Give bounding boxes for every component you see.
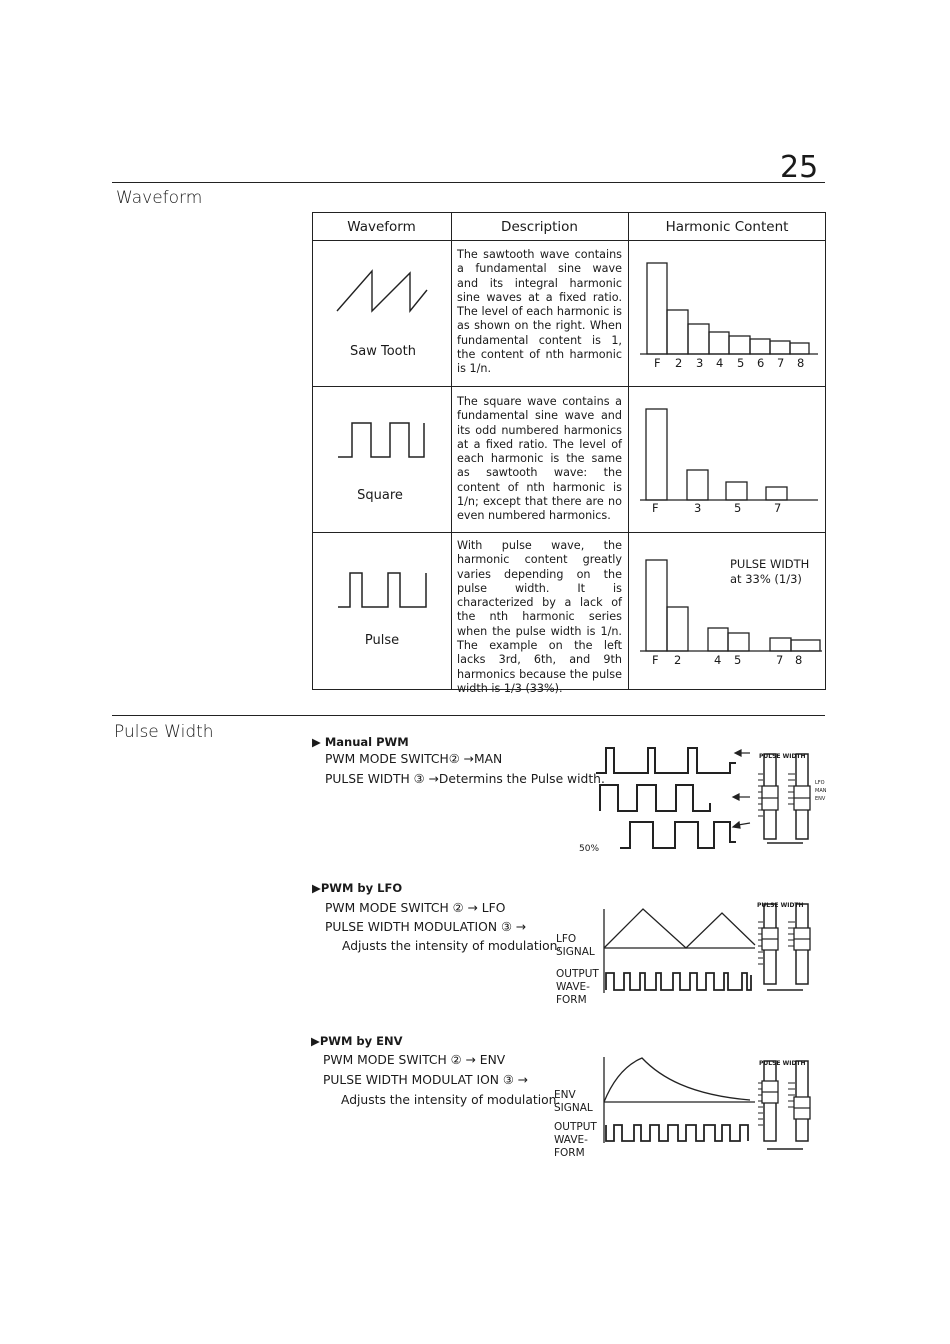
harmonic-label: 4 [716,356,724,370]
lfo-pwm-line2: PULSE WIDTH MODULATION ③ → [325,920,527,934]
lfo-output-label [556,968,599,1007]
table-divider [312,386,826,387]
table-divider [628,212,629,690]
pulse-width-note-line2: at 33% (1/3) [730,572,802,586]
top-rule [112,182,825,183]
env-signal-graph [600,1055,760,1145]
env-output-label [554,1121,597,1160]
harmonic-label: 2 [675,356,683,370]
switch-label-man: MAN [815,788,827,794]
lfo-signal-label [556,933,595,959]
env-output-label-line1: OUTPUT [554,1121,597,1133]
page-number: 25 [780,150,819,185]
pulse-width-note [730,557,809,587]
lfo-pwm-line1: PWM MODE SWITCH ② → LFO [325,901,506,915]
harmonic-label: 4 [714,653,722,667]
env-slider-panel[interactable] [755,1055,830,1155]
lfo-signal-label-line2: SIGNAL [556,946,595,958]
waveform-name-pulse: Pulse [364,633,400,648]
harmonic-label: 7 [776,653,784,667]
pulse-width-section-title: Pulse Width [114,722,214,742]
env-pwm-line2: PULSE WIDTH MODULAT ION ③ → [323,1073,529,1087]
harmonic-label: 3 [696,356,704,370]
waveform-name-sawtooth: Saw Tooth [350,344,416,359]
lfo-pwm-line3: Adjusts the intensity of modulation. [342,939,562,953]
lfo-output-label-line1: OUTPUT [556,968,599,980]
switch-label-lfo: LFO [815,780,825,786]
manual-pwm-line1: PWM MODE SWITCH② →MAN [325,752,503,766]
description-square: The square wave contains a fundamental sine wave and its odd numbered harmonics at a fixed ratio. The level of each harmonic is the same as sawtooth wave: the content of nth harmonic is 1/n; except that there are no even numbered harmonics. [457,395,622,523]
lfo-slider-panel-label: PULSE WIDTH [757,902,804,909]
section-rule [112,715,825,716]
slider-panel-label: PULSE WIDTH [759,753,806,760]
env-pwm-line3: Adjusts the intensity of modulation. [341,1093,561,1107]
square-harmonic-bars [640,402,820,502]
lfo-pwm-heading: ▶PWM by LFO [312,881,403,895]
harmonic-label: 7 [777,356,785,370]
harmonic-label: 7 [774,501,782,515]
harmonic-label: F [652,653,659,667]
harmonic-label: 5 [734,501,742,515]
switch-label-env: ENV [815,796,826,802]
harmonic-label: 2 [674,653,682,667]
pulse-width-note-line1: PULSE WIDTH [730,557,810,571]
waveform-section-title: Waveform [116,188,203,208]
lfo-output-label-line2: WAVE- [556,981,590,993]
manual-pwm-waveforms [590,745,770,855]
sawtooth-wave-icon [335,268,430,313]
env-signal-label-line1: ENV [554,1089,576,1101]
waveform-name-square: Square [357,488,403,503]
harmonic-label: 8 [797,356,805,370]
lfo-output-label-line3: FORM [556,994,587,1006]
header-waveform: Waveform [347,219,416,235]
table-divider [451,212,452,690]
lfo-signal-graph [600,905,760,995]
label-50-percent: 50% [579,844,600,854]
header-harmonic-content: Harmonic Content [665,219,789,235]
harmonic-label: F [654,356,661,370]
description-pulse: With pulse wave, the harmonic content greatly varies depending on the pulse width. It is characterized by a lack of the nth harmonic series when the pulse width is 1/n. The example on the left lacks 3rd, 6th, and 9th harmonics because the pulse width is 1/3 (33%). [457,539,622,695]
switch-labels [815,779,826,803]
harmonic-label: 3 [694,501,702,515]
harmonic-label: 8 [795,653,803,667]
env-slider-panel-label: PULSE WIDTH [759,1060,806,1067]
lfo-signal-label-line1: LFO [556,933,577,945]
env-signal-label [554,1089,593,1115]
env-pwm-line1: PWM MODE SWITCH ② → ENV [323,1053,506,1067]
manual-pwm-line2: PULSE WIDTH ③ →Determins the Pulse width. [325,772,605,786]
pulse-wave-icon [338,570,430,610]
sawtooth-harmonic-bars [640,255,820,355]
harmonic-label: 5 [734,653,742,667]
manual-pwm-heading: ▶ Manual PWM [312,735,409,749]
env-output-label-line2: WAVE- [554,1134,588,1146]
table-divider [312,532,826,533]
header-description: Description [501,219,578,235]
env-output-label-line3: FORM [554,1147,585,1159]
description-sawtooth: The sawtooth wave contains a fundamental sine wave and its integral harmonic sine waves at a fixed ratio. The level of each harmonic is as shown on the right. When fundamental content is 1, the content of nth harmonic is 1/n. [457,248,622,376]
harmonic-label: 5 [737,356,745,370]
env-pwm-heading: ▶PWM by ENV [311,1034,403,1048]
square-wave-icon [338,420,428,460]
harmonic-label: 6 [757,356,765,370]
harmonic-label: F [652,501,659,515]
table-divider [312,240,826,241]
env-signal-label-line2: SIGNAL [554,1102,593,1114]
